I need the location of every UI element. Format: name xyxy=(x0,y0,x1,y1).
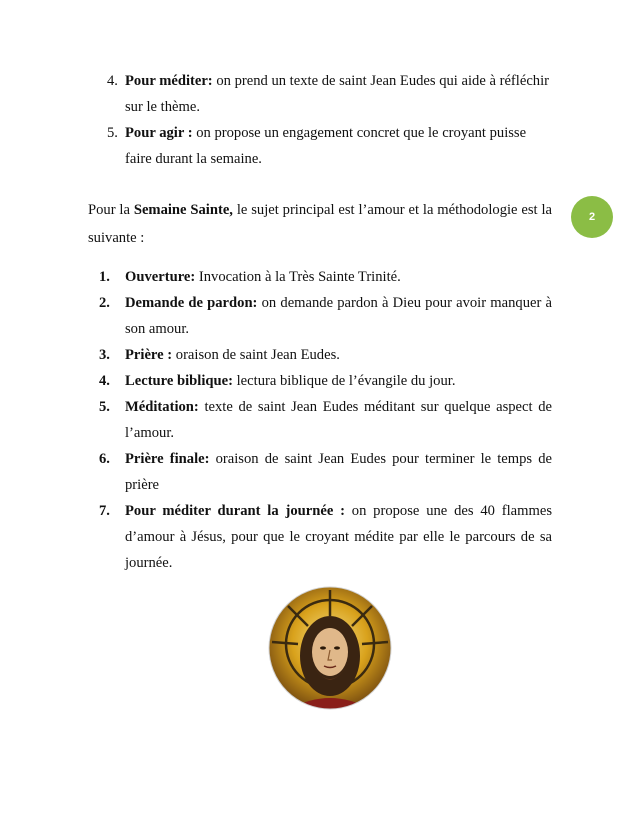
page-number-badge xyxy=(571,196,613,238)
list-item xyxy=(88,290,552,342)
item-number: 4. xyxy=(99,373,110,389)
item-text: on propose un engagement concret que le croyant puisse faire durant la semaine. xyxy=(125,125,527,167)
item-number: 2. xyxy=(99,295,110,311)
list-item xyxy=(88,498,552,576)
item-label: Pour méditer durant la journée : xyxy=(125,503,345,519)
item-text: lectura biblique de l’évangile du jour. xyxy=(232,373,456,389)
intro-list xyxy=(88,68,552,172)
item-number: 7. xyxy=(99,503,110,519)
item-label: Prière finale: xyxy=(125,451,210,467)
item-text: oraison de saint Jean Eudes pour terminer le temps de prière xyxy=(125,451,552,493)
list-item xyxy=(88,342,552,368)
item-label: Pour agir : xyxy=(125,125,193,141)
item-label: Demande de pardon: xyxy=(125,295,258,311)
item-text: oraison de saint Jean Eudes. xyxy=(172,347,340,363)
item-label: Ouverture: xyxy=(125,269,196,285)
item-label: Pour méditer: xyxy=(125,73,213,89)
para-bold: Semaine Sainte, xyxy=(133,202,233,218)
item-number: 1. xyxy=(99,269,110,285)
item-number: 6. xyxy=(99,451,110,467)
item-text: on demande pardon à Dieu pour avoir manquer à son amour. xyxy=(125,295,553,337)
item-number: 5. xyxy=(99,399,110,415)
list-item xyxy=(88,68,552,120)
semaine-sainte-paragraph xyxy=(88,196,552,252)
page-number: 2 xyxy=(588,211,596,223)
item-number: 5. xyxy=(107,125,118,141)
list-item xyxy=(88,120,552,172)
list-item xyxy=(88,446,552,498)
item-label: Lecture biblique: xyxy=(125,373,233,389)
item-label: Méditation: xyxy=(125,399,199,415)
para-suffix: le sujet principal est l’amour et la méthodologie est la suivante : xyxy=(88,202,552,246)
item-number: 4. xyxy=(107,73,118,89)
item-number: 3. xyxy=(99,347,110,363)
jesus-stained-glass-medallion-icon xyxy=(268,586,392,710)
para-prefix: Pour la xyxy=(88,202,134,218)
item-text: on propose une des 40 flammes d’amour à Jésus, pour que le croyant médite par elle le parcours de sa journée. xyxy=(125,503,552,571)
item-text: texte de saint Jean Eudes méditant sur quelque aspect de l’amour. xyxy=(125,399,552,441)
list-item xyxy=(88,264,552,290)
methodology-list xyxy=(88,264,552,576)
item-label: Prière : xyxy=(125,347,173,363)
list-item xyxy=(88,368,552,394)
item-text: on prend un texte de saint Jean Eudes qui aide à réfléchir sur le thème. xyxy=(125,73,550,115)
item-text: Invocation à la Très Sainte Trinité. xyxy=(195,269,401,285)
list-item xyxy=(88,394,552,446)
